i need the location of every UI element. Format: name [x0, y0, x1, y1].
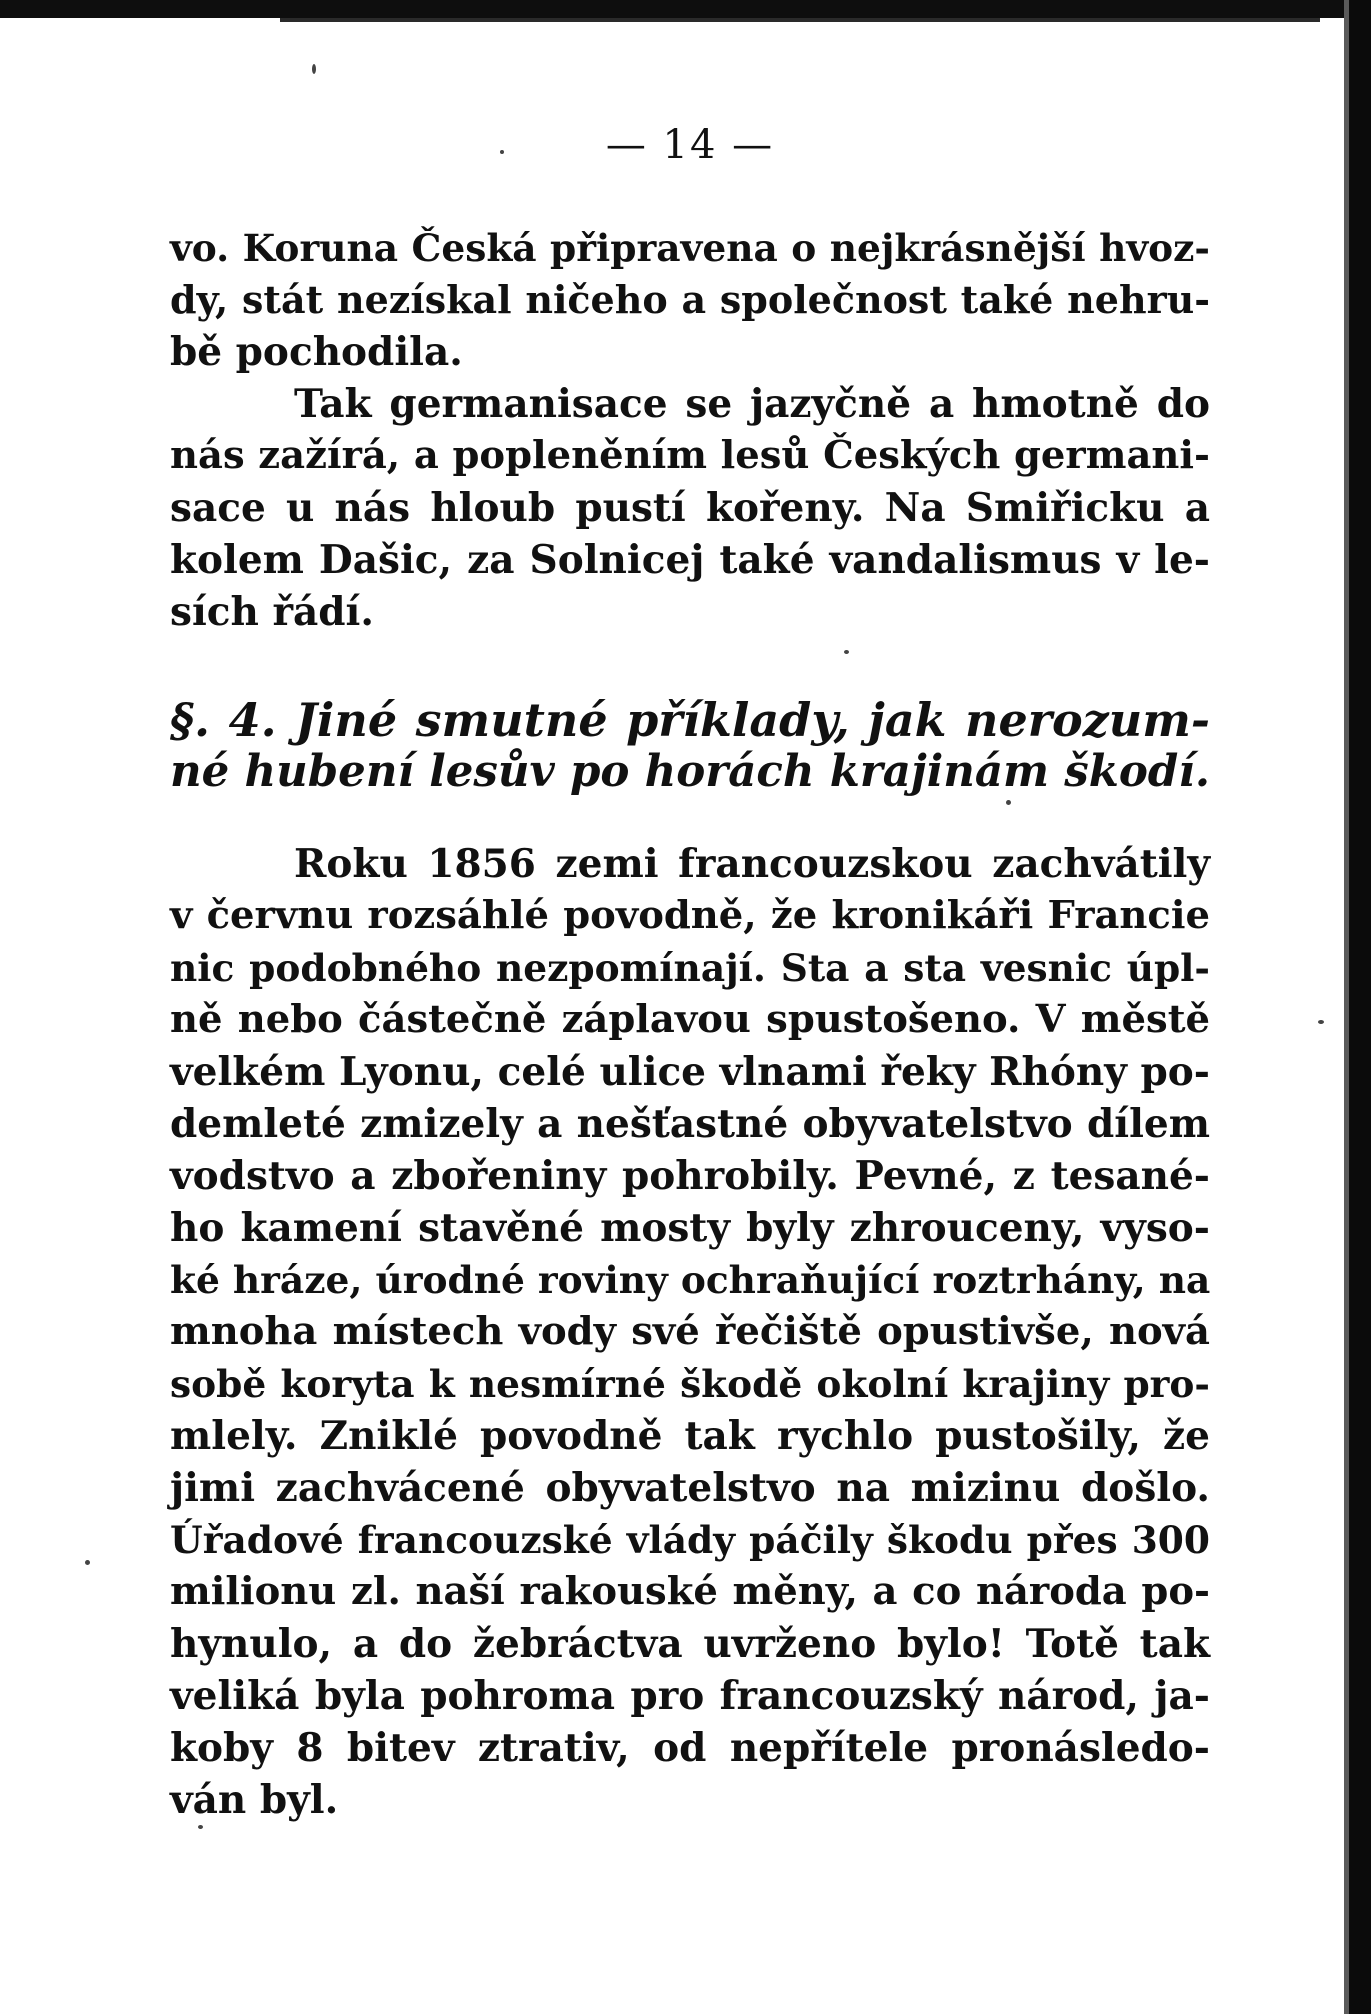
scan-speck — [312, 64, 316, 74]
scan-speck — [844, 650, 849, 654]
text-line: koby 8 bitev ztrativ, od nepřítele pronásledo- — [170, 1725, 1210, 1771]
text-line: sích řádí. — [170, 589, 374, 635]
scan-border-top-shadow — [280, 18, 1320, 22]
heading-line: né hubení lesův po horách krajinám škodí. — [170, 746, 1210, 797]
text-line: veliká byla pohroma pro francouzský národ, ja- — [170, 1673, 1210, 1719]
text-line: bě pochodila. — [170, 329, 463, 375]
page-number: — 14 — — [605, 122, 775, 168]
scan-border-right-shadow — [1344, 0, 1349, 2014]
text-line: demleté zmizely a nešťastné obyvatelstvo dílem — [170, 1101, 1210, 1147]
text-line: nic podobného nezpomínají. Sta a sta vesnic úpl- — [170, 946, 1210, 990]
text-line: vo. Koruna Česká připravena o nejkrásnější hvoz- — [170, 226, 1210, 270]
text-line: vodstvo a zbořeniny pohrobily. Pevné, z tesané- — [170, 1153, 1210, 1199]
text-line: ván byl. — [170, 1777, 339, 1823]
text-line: mlely. Zniklé povodně tak rychlo pustošily, že — [170, 1413, 1210, 1459]
text-line: jimi zachvácené obyvatelstvo na mizinu došlo. — [170, 1465, 1210, 1511]
text-line: ně nebo částečně záplavou spustošeno. V městě — [170, 997, 1210, 1042]
text-line: sobě koryta k nesmírné škodě okolní krajiny pro- — [170, 1362, 1210, 1406]
text-line: dy, stát nezískal ničeho a společnost také nehru- — [170, 277, 1210, 322]
text-line: Roku 1856 zemi francouzskou zachvátily — [294, 841, 1210, 887]
scan-border-top — [0, 0, 1371, 18]
text-line: v červnu rozsáhlé povodně, že kronikáři Francie — [170, 893, 1210, 938]
text-line: nás zažírá, a popleněním lesů Českých germani- — [170, 433, 1210, 478]
scan-speck — [1006, 800, 1011, 805]
text-line: milionu zl. naší rakouské měny, a co národa po- — [170, 1569, 1210, 1614]
text-line: velkém Lyonu, celé ulice vlnami řeky Rhóny po- — [170, 1049, 1210, 1095]
text-line: Úřadové francouzské vlády páčily škodu přes 300 — [170, 1518, 1210, 1562]
text-line: kolem Dašic, za Solnicej také vandalismus v le- — [170, 537, 1210, 583]
scan-speck — [1318, 1020, 1324, 1024]
heading-line: §. 4. Jiné smutné příklady, jak nerozum- — [170, 693, 1210, 747]
text-line: ho kamení stavěné mosty byly zhrouceny, vyso- — [170, 1205, 1210, 1251]
text-line: sace u nás hloub pustí kořeny. Na Smiřicku a — [170, 485, 1210, 531]
text-line: Tak germanisace se jazyčně a hmotně do — [294, 381, 1210, 427]
scan-border-right — [1349, 0, 1371, 2014]
text-line: mnoha místech vody své řečiště opustivše, nová — [170, 1309, 1210, 1354]
text-line: hynulo, a do žebráctva uvrženo bylo! Totě tak — [170, 1621, 1210, 1667]
scan-speck — [85, 1560, 90, 1565]
text-line: ké hráze, úrodné roviny ochraňující roztrhány, na — [170, 1258, 1211, 1302]
